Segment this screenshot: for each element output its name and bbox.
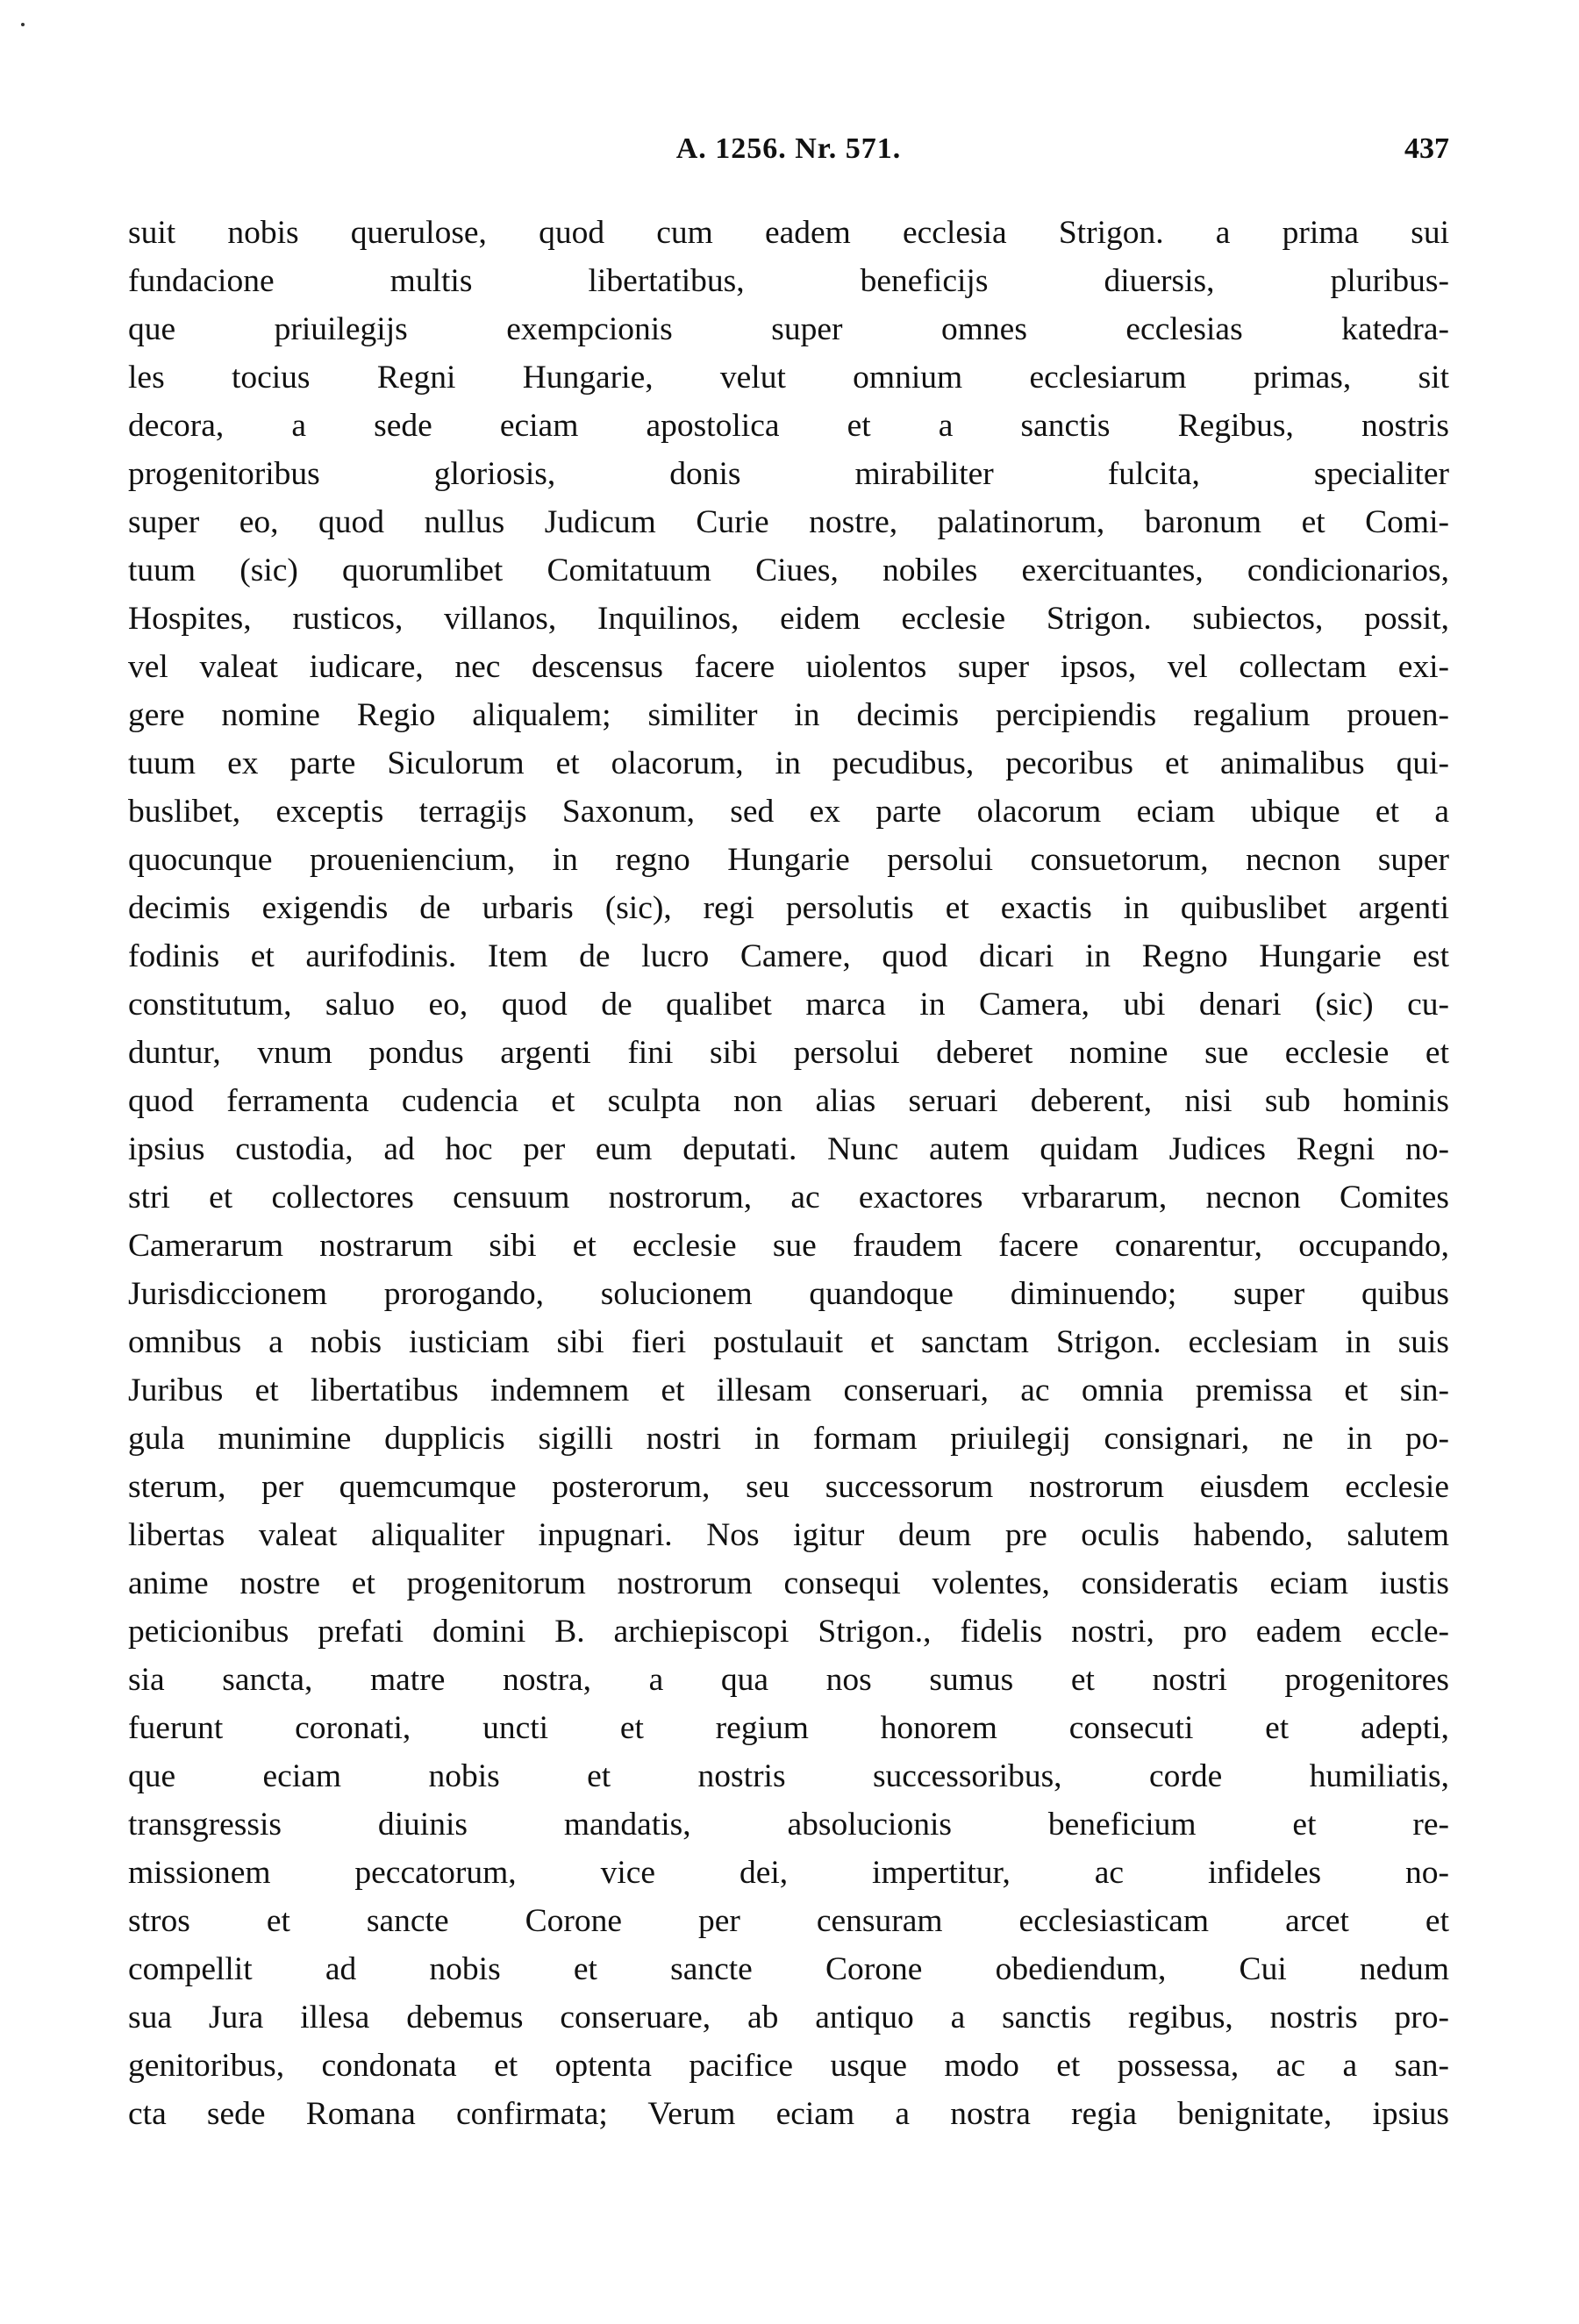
text-line: peticionibus prefati domini B. archiepiscopi Strigon., fidelis nostri, pro eadem eccle- [128, 1614, 1449, 1650]
running-head: A. 1256. Nr. 571. [675, 132, 902, 165]
text-line: fundacione multis libertatibus, beneficijs diuersis, pluribus- [128, 263, 1449, 299]
text-line: que eciam nobis et nostris successoribus, corde humiliatis, [128, 1758, 1449, 1794]
text-line: missionem peccatorum, vice dei, impertitur, ac infideles no- [128, 1855, 1449, 1891]
text-line: Camerarum nostrarum sibi et ecclesie sue fraudem facere conarentur, occupando, [128, 1228, 1449, 1264]
text-line: libertas valeat aliqualiter inpugnari. Nos igitur deum pre oculis habendo, salutem [128, 1517, 1449, 1553]
text-line: Juribus et libertatibus indemnem et illesam conseruari, ac omnia premissa et sin- [128, 1372, 1449, 1408]
text-line: suit nobis querulose, quod cum eadem ecclesia Strigon. a prima sui [128, 215, 1449, 251]
body-text [128, 209, 1449, 2186]
text-line: tuum ex parte Siculorum et olacorum, in pecudibus, pecoribus et animalibus qui- [128, 745, 1449, 781]
text-line: Hospites, rusticos, villanos, Inquilinos, eidem ecclesie Strigon. subiectos, possit, [128, 601, 1449, 637]
text-line: compellit ad nobis et sancte Corone obediendum, Cui nedum [128, 1951, 1449, 1987]
text-line: Jurisdiccionem prorogando, solucionem quandoque diminuendo; super quibus [128, 1276, 1449, 1312]
text-line: fuerunt coronati, uncti et regium honorem consecuti et adepti, [128, 1710, 1449, 1746]
text-line: decimis exigendis de urbaris (sic), regi persolutis et exactis in quibuslibet argenti [128, 890, 1449, 926]
scan-speck [21, 23, 25, 26]
text-line: que priuilegijs exempcionis super omnes ecclesias katedra- [128, 311, 1449, 347]
text-line: omnibus a nobis iusticiam sibi fieri postulauit et sanctam Strigon. ecclesiam in suis [128, 1324, 1449, 1360]
text-line: super eo, quod nullus Judicum Curie nostre, palatinorum, baronum et Comi- [128, 504, 1449, 540]
text-line: duntur, vnum pondus argenti fini sibi persolui deberet nomine sue ecclesie et [128, 1035, 1449, 1071]
page-number: 437 [1404, 132, 1449, 165]
text-line: sterum, per quemcumque posterorum, seu successorum nostrorum eiusdem ecclesie [128, 1469, 1449, 1505]
text-line: vel valeat iudicare, nec descensus facere uiolentos super ipsos, vel collectam exi- [128, 649, 1449, 685]
text-line: sia sancta, matre nostra, a qua nos sumus et nostri progenitores [128, 1662, 1449, 1698]
text-line: transgressis diuinis mandatis, absolucionis beneficium et re- [128, 1807, 1449, 1843]
text-line: gula munimine dupplicis sigilli nostri in formam priuilegij consignari, ne in po- [128, 1421, 1449, 1457]
text-line: anime nostre et progenitorum nostrorum consequi volentes, consideratis eciam iustis [128, 1565, 1449, 1601]
text-line: gere nomine Regio aliqualem; similiter in decimis percipiendis regalium prouen- [128, 697, 1449, 733]
text-line: progenitoribus gloriosis, donis mirabiliter fulcita, specialiter [128, 456, 1449, 492]
text-line: fodinis et aurifodinis. Item de lucro Camere, quod dicari in Regno Hungarie est [128, 938, 1449, 974]
text-line: constitutum, saluo eo, quod de qualibet marca in Camera, ubi denari (sic) cu- [128, 987, 1449, 1023]
text-line: cta sede Romana confirmata; Verum eciam a nostra regia benignitate, ipsius [128, 2096, 1449, 2132]
text-line: genitoribus, condonata et optenta pacifice usque modo et possessa, ac a san- [128, 2048, 1449, 2084]
text-line [128, 2138, 1449, 2186]
text-line: buslibet, exceptis terragijs Saxonum, sed ex parte olacorum eciam ubique et a [128, 794, 1449, 830]
text-line: quod ferramenta cudencia et sculpta non alias seruari deberent, nisi sub hominis [128, 1083, 1449, 1119]
text-line: quocunque proueniencium, in regno Hungarie persolui consuetorum, necnon super [128, 842, 1449, 878]
text-line: tuum (sic) quorumlibet Comitatuum Ciues, nobiles exercituantes, condicionarios, [128, 552, 1449, 588]
text-line: stri et collectores censuum nostrorum, ac exactores vrbararum, necnon Comites [128, 1180, 1449, 1215]
text-line: les tocius Regni Hungarie, velut omnium ecclesiarum primas, sit [128, 360, 1449, 396]
text-line: decora, a sede eciam apostolica et a sanctis Regibus, nostris [128, 408, 1449, 444]
text-line: sua Jura illesa debemus conseruare, ab antiquo a sanctis regibus, nostris pro- [128, 2000, 1449, 2035]
page-header [128, 130, 1449, 168]
text-line: ipsius custodia, ad hoc per eum deputati. Nunc autem quidam Judices Regni no- [128, 1131, 1449, 1167]
text-line: stros et sancte Corone per censuram ecclesiasticam arcet et [128, 1903, 1449, 1939]
